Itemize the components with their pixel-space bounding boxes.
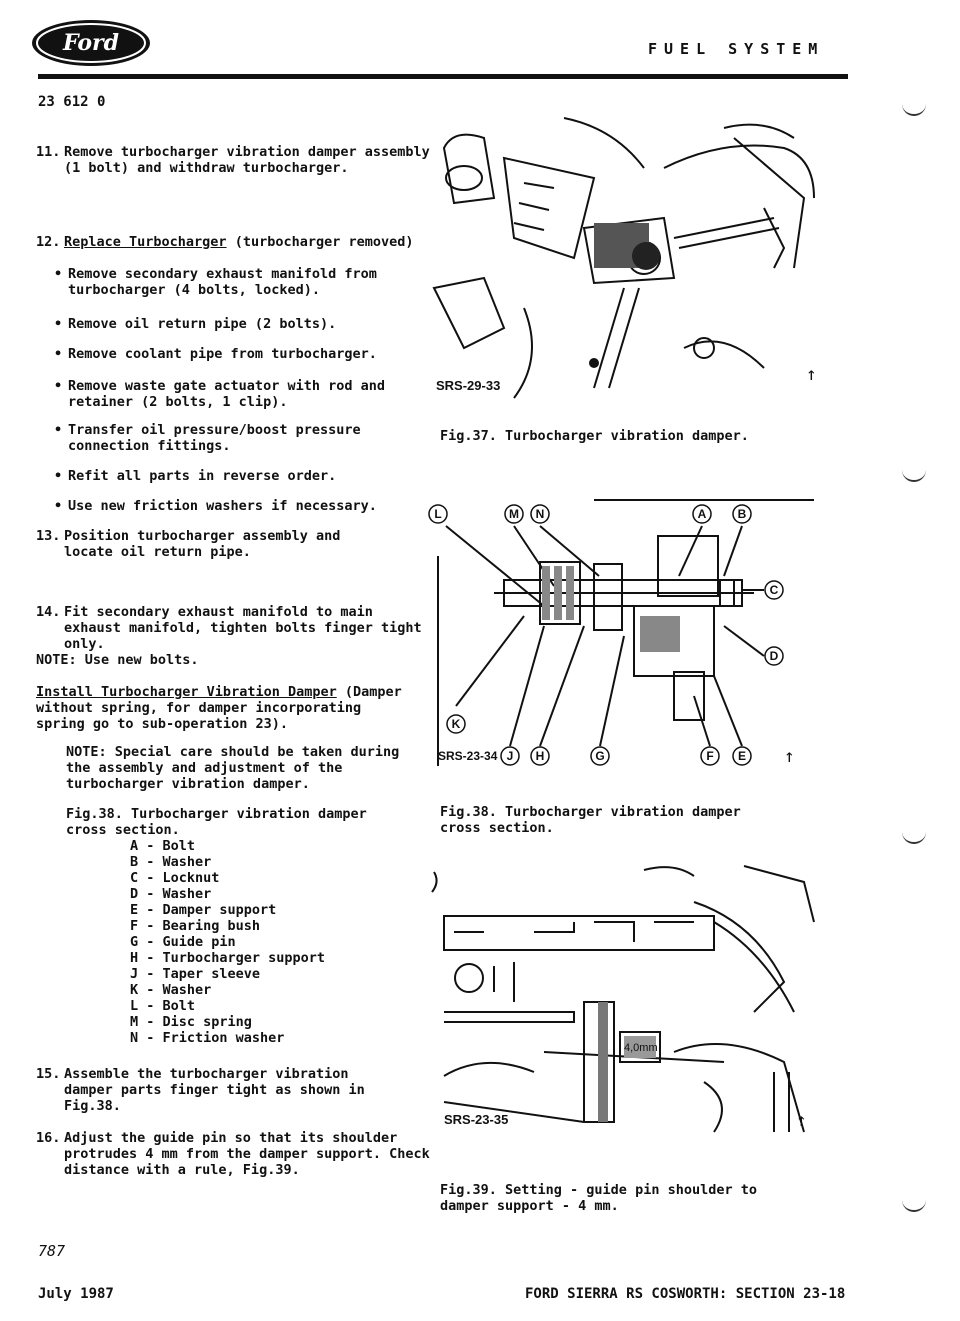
svg-text:C: C <box>769 583 779 597</box>
svg-text:J: J <box>506 749 514 763</box>
svg-text:N: N <box>535 507 545 521</box>
bullet-1: • Remove secondary exhaust manifold from turbocharger (4 bolts, locked). <box>54 266 377 298</box>
header-rule <box>38 74 848 79</box>
step-13: 13. Position turbocharger assembly and locate oil return pipe. <box>36 528 341 560</box>
page-reference: 23 612 0 <box>38 94 106 110</box>
fig38-code: SRS-23-34 <box>438 749 498 763</box>
fig39-code: SRS-23-35 <box>444 1112 509 1127</box>
fig37-code: SRS-29-33 <box>436 378 501 393</box>
step-16: 16. Adjust the guide pin so that its shoulder protrudes 4 mm from the damper support. Check distance with a rule, Fig.39. <box>36 1130 430 1178</box>
bullet-6: • Refit all parts in reverse order. <box>54 468 337 484</box>
bullet-5: • Transfer oil pressure/boost pressure connection fittings. <box>54 422 361 454</box>
fig38-illustration <box>424 496 824 772</box>
step-14: 14. Fit secondary exhaust manifold to main exhaust manifold, tighten bolts finger tight only. <box>36 604 422 652</box>
fig39-caption: Fig.39. Setting - guide pin shoulder to damper support - 4 mm. <box>440 1182 757 1214</box>
step-15: 15. Assemble the turbocharger vibration damper parts finger tight as shown in Fig.38. <box>36 1066 365 1114</box>
margin-mark <box>902 828 926 844</box>
page-number: 787 <box>38 1242 66 1260</box>
svg-text:L: L <box>434 507 442 521</box>
svg-text:K: K <box>451 717 461 731</box>
svg-text:G: G <box>595 749 605 763</box>
note-special-care: NOTE: Special care should be taken during the assembly and adjustment of the turbocharger vibration damper. <box>66 744 400 792</box>
svg-text:H: H <box>535 749 545 763</box>
svg-text:M: M <box>509 507 519 521</box>
svg-text:F: F <box>706 749 714 763</box>
svg-text:D: D <box>769 649 779 663</box>
bullet-7: • Use new friction washers if necessary. <box>54 498 377 514</box>
fig37-illustration <box>424 108 824 404</box>
footer-date: July 1987 <box>38 1286 114 1302</box>
margin-mark <box>902 466 926 482</box>
svg-text:B: B <box>737 507 747 521</box>
section-title: FUEL SYSTEM <box>648 40 825 58</box>
bullet-4: • Remove waste gate actuator with rod and retainer (2 bolts, 1 clip). <box>54 378 385 410</box>
margin-mark <box>902 1196 926 1212</box>
svg-text:Ford: Ford <box>62 30 120 56</box>
north-arrow-icon: ↑ <box>784 746 795 767</box>
fig38-reference: Fig.38. Turbocharger vibration damper cross section. <box>66 806 367 838</box>
bullet-2: • Remove oil return pipe (2 bolts). <box>54 316 337 332</box>
north-arrow-icon: ↑ <box>806 364 817 385</box>
svg-text:E: E <box>737 749 747 763</box>
fig37-caption: Fig.37. Turbocharger vibration damper. <box>440 428 749 444</box>
legend-list: A - Bolt B - Washer C - Locknut D - Washer E - Damper support F - Bearing bush G - Guide pin H - Turbocharger support J - Taper sleeve K - Washer L - Bolt M - Disc spring N - Friction washer <box>130 838 326 1046</box>
step-12: 12. Replace Turbocharger (turbocharger removed) <box>36 234 414 250</box>
note-new-bolts: NOTE: Use new bolts. <box>36 652 199 668</box>
fig39-illustration <box>424 862 824 1138</box>
margin-mark <box>902 100 926 116</box>
ford-logo <box>30 18 152 68</box>
step-12-title: Replace Turbocharger <box>64 234 227 250</box>
footer-section: FORD SIERRA RS COSWORTH: SECTION 23-18 <box>525 1286 846 1302</box>
svg-text:A: A <box>697 507 707 521</box>
north-arrow-icon: ↑ <box>796 1110 807 1131</box>
fig39-measurement: 4,0mm <box>624 1042 658 1054</box>
bullet-3: • Remove coolant pipe from turbocharger. <box>54 346 377 362</box>
install-heading: Install Turbocharger Vibration Damper (Damper without spring, for damper incorporating spring go to sub-operation 23). <box>36 684 402 732</box>
step-11: 11. Remove turbocharger vibration damper assembly (1 bolt) and withdraw turbocharger. <box>36 144 430 176</box>
fig38-caption: Fig.38. Turbocharger vibration damper cross section. <box>440 804 741 836</box>
